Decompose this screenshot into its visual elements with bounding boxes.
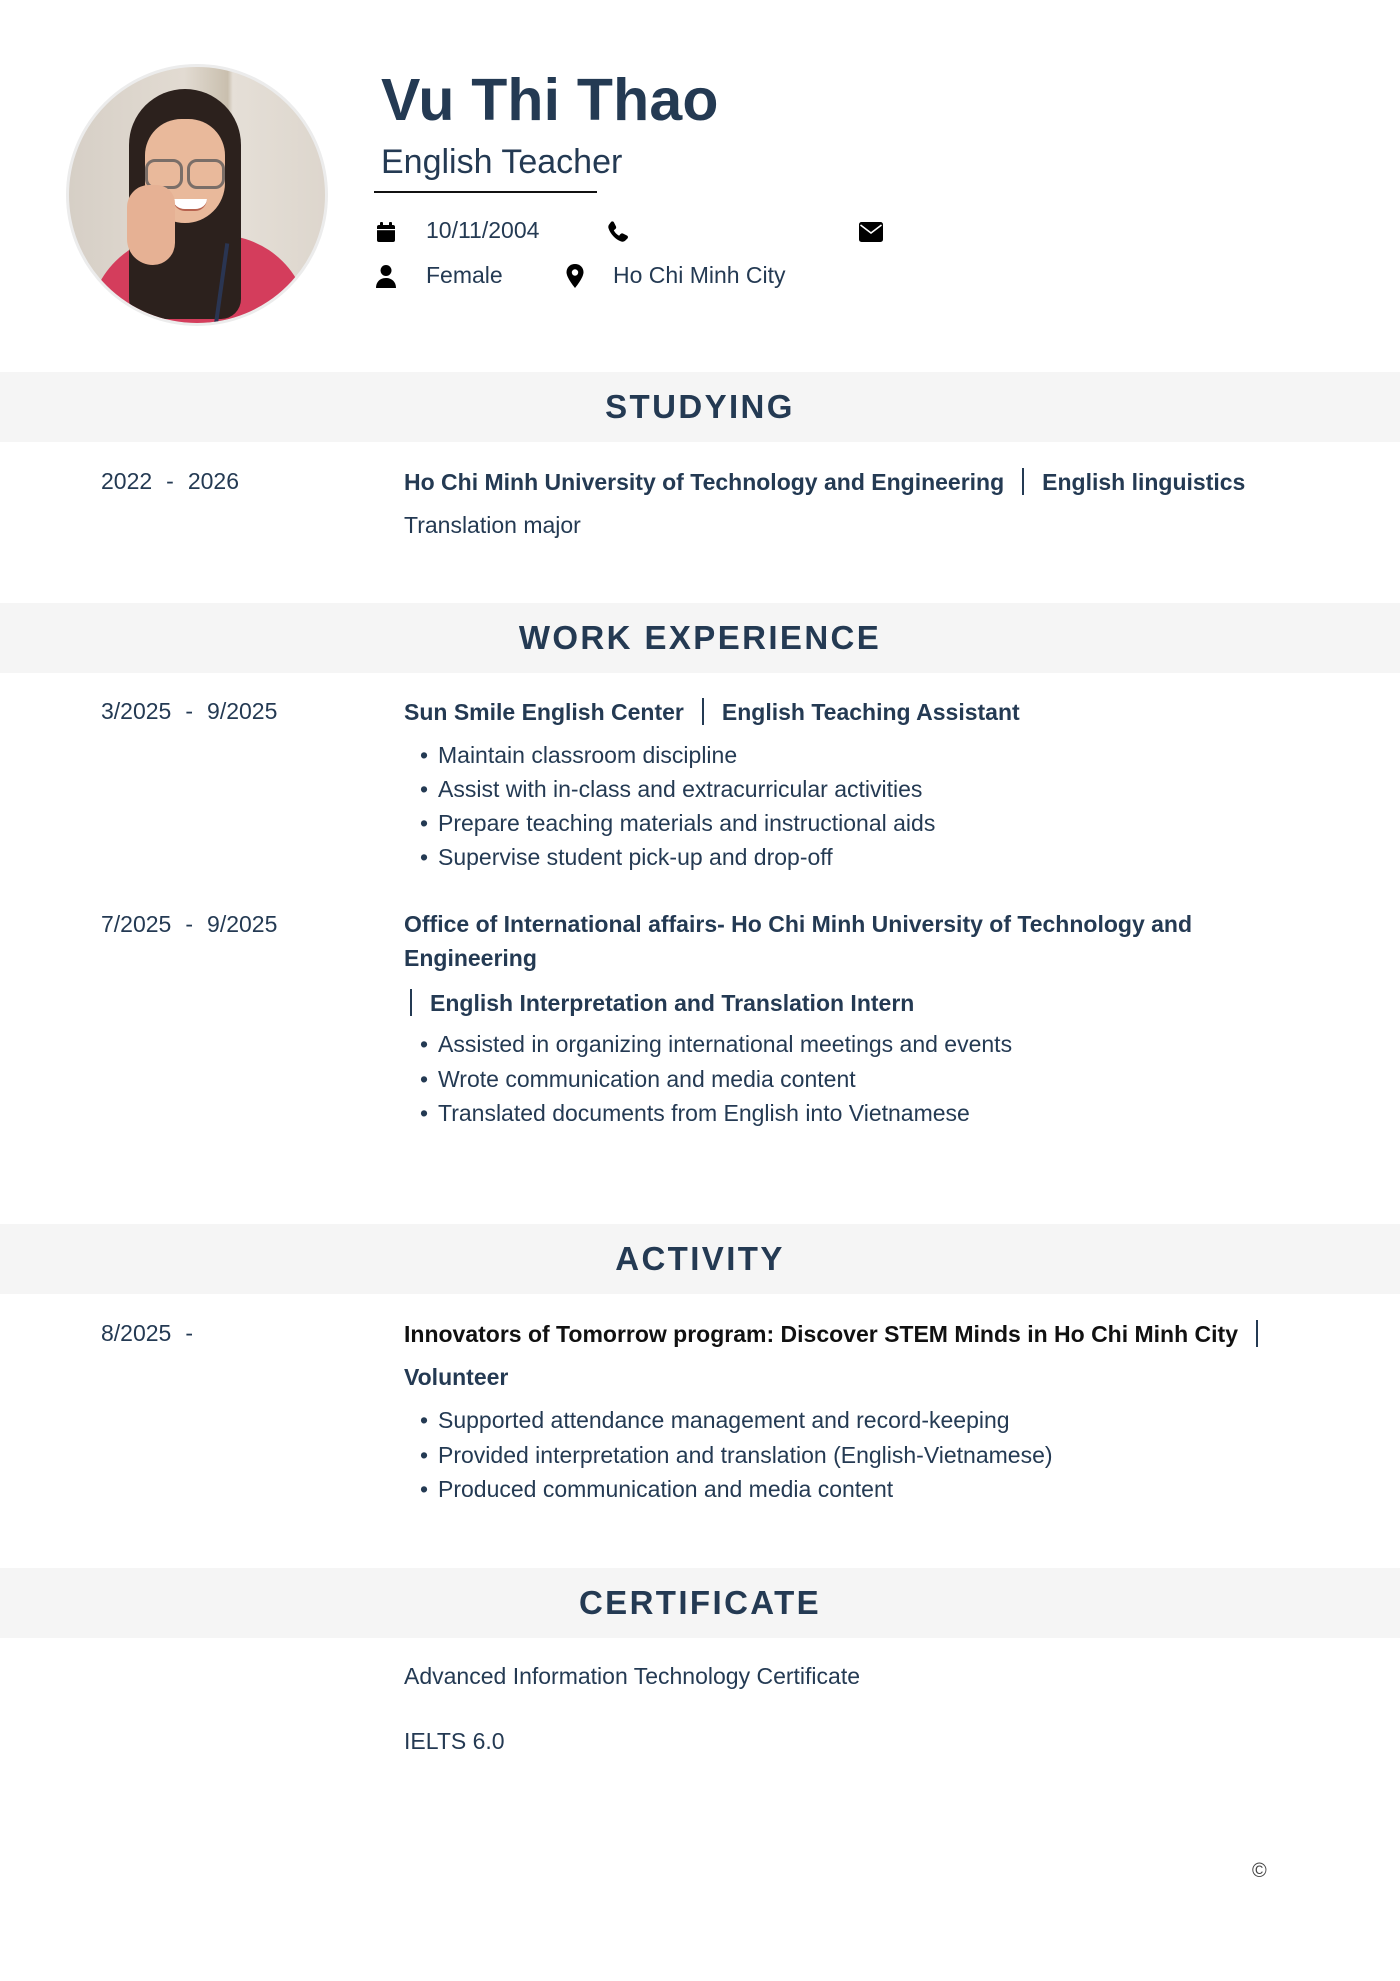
- separator: [1256, 1320, 1258, 1347]
- field-of-study: English linguistics: [1042, 469, 1246, 495]
- location: Ho Chi Minh City: [613, 262, 786, 288]
- bullet-icon: •: [420, 1476, 429, 1502]
- list-item: [420, 1100, 970, 1127]
- date-dash: -: [185, 698, 194, 724]
- section-title: WORK EXPERIENCE: [518, 619, 882, 656]
- end-date: 9/2025: [207, 911, 278, 937]
- date-dash: -: [166, 468, 174, 494]
- company-name-line1: Office of International affairs- Ho Chi Minh University of Technology and: [404, 911, 1193, 937]
- certificate-item: IELTS 6.0: [404, 1728, 505, 1754]
- separator: [1022, 468, 1024, 495]
- section-header-work-experience: [0, 603, 1400, 673]
- job-role-line: [404, 989, 914, 1017]
- school-heading: [404, 468, 1245, 496]
- bullet-text: Translated documents from English into Vietnamese: [438, 1100, 970, 1126]
- gender: Female: [426, 262, 503, 288]
- bullet-text: Prepare teaching materials and instructional aids: [438, 810, 936, 836]
- end-date: 9/2025: [207, 698, 278, 724]
- job-heading: [404, 698, 1020, 726]
- bullet-text: Maintain classroom discipline: [438, 742, 738, 768]
- separator: [702, 698, 704, 725]
- list-item: [420, 742, 737, 769]
- certificate-item: Advanced Information Technology Certificate: [404, 1663, 861, 1689]
- bullet-text: Provided interpretation and translation (English-Vietnamese): [438, 1442, 1053, 1468]
- activity-date-range: [101, 1320, 207, 1347]
- activity-heading: [404, 1320, 1276, 1348]
- list-item: [420, 1066, 856, 1093]
- program-name: Innovators of Tomorrow program: Discover STEM Minds in Ho Chi Minh City: [404, 1321, 1238, 1347]
- location-pin-icon: [563, 264, 587, 288]
- school-name: Ho Chi Minh University of Technology and Engineering: [404, 469, 1005, 495]
- activity-role: Volunteer: [404, 1364, 509, 1390]
- list-item: [420, 776, 922, 803]
- study-detail: Translation major: [404, 512, 581, 538]
- job-title: English Teacher: [381, 143, 623, 181]
- list-item: [420, 1476, 893, 1503]
- bullet-text: Produced communication and media content: [438, 1476, 894, 1502]
- list-item: [420, 844, 833, 871]
- list-item: [420, 1407, 1010, 1434]
- job-role: English Teaching Assistant: [721, 699, 1020, 725]
- company-name-line2: Engineering: [404, 945, 537, 971]
- bullet-icon: •: [420, 1100, 429, 1126]
- photo-hand: [127, 185, 175, 265]
- end-date: 2026: [187, 468, 240, 494]
- studying-date-range: [101, 468, 239, 495]
- section-header-studying: [0, 372, 1400, 442]
- bullet-icon: •: [420, 742, 429, 768]
- calendar-icon: [374, 220, 398, 244]
- section-title: STUDYING: [605, 388, 795, 425]
- list-item: [420, 1442, 1053, 1469]
- title-underline: [374, 191, 597, 193]
- profile-photo: [66, 64, 328, 326]
- bullet-icon: •: [420, 1031, 429, 1057]
- date-dash: -: [185, 1320, 194, 1346]
- copyright-icon: ©: [1252, 1860, 1267, 1882]
- bullet-icon: •: [420, 1407, 429, 1433]
- bullet-icon: •: [420, 844, 429, 870]
- job-date-range: [101, 911, 277, 938]
- bullet-text: Supported attendance management and record-keeping: [438, 1407, 1010, 1433]
- phone-icon: [606, 220, 630, 244]
- list-item: [420, 810, 935, 837]
- section-title: ACTIVITY: [615, 1240, 785, 1277]
- list-item: [420, 1031, 1012, 1058]
- job-date-range: [101, 698, 277, 725]
- separator: [410, 989, 412, 1016]
- bullet-icon: •: [420, 810, 429, 836]
- bullet-text: Assisted in organizing international meetings and events: [438, 1031, 1013, 1057]
- bullet-icon: •: [420, 1066, 429, 1092]
- start-date: 7/2025: [101, 911, 172, 937]
- bullet-icon: •: [420, 1442, 429, 1468]
- user-icon: [374, 264, 398, 288]
- start-date: 8/2025: [101, 1320, 172, 1346]
- bullet-icon: •: [420, 776, 429, 802]
- bullet-text: Wrote communication and media content: [438, 1066, 856, 1092]
- company-name: Sun Smile English Center: [404, 699, 684, 725]
- job-role: English Interpretation and Translation Intern: [430, 990, 915, 1016]
- section-header-certificate: [0, 1568, 1400, 1638]
- section-title: CERTIFICATE: [578, 1584, 822, 1621]
- section-header-activity: [0, 1224, 1400, 1294]
- bullet-text: Assist with in-class and extracurricular activities: [438, 776, 923, 802]
- start-date: 3/2025: [101, 698, 172, 724]
- birthdate: 10/11/2004: [426, 217, 540, 243]
- date-dash: -: [185, 911, 194, 937]
- photo-glasses-right: [187, 159, 225, 189]
- start-date: 2022: [101, 468, 153, 494]
- email-icon: [859, 222, 883, 242]
- candidate-name: Vu Thi Thao: [381, 67, 719, 133]
- bullet-text: Supervise student pick-up and drop-off: [438, 844, 833, 870]
